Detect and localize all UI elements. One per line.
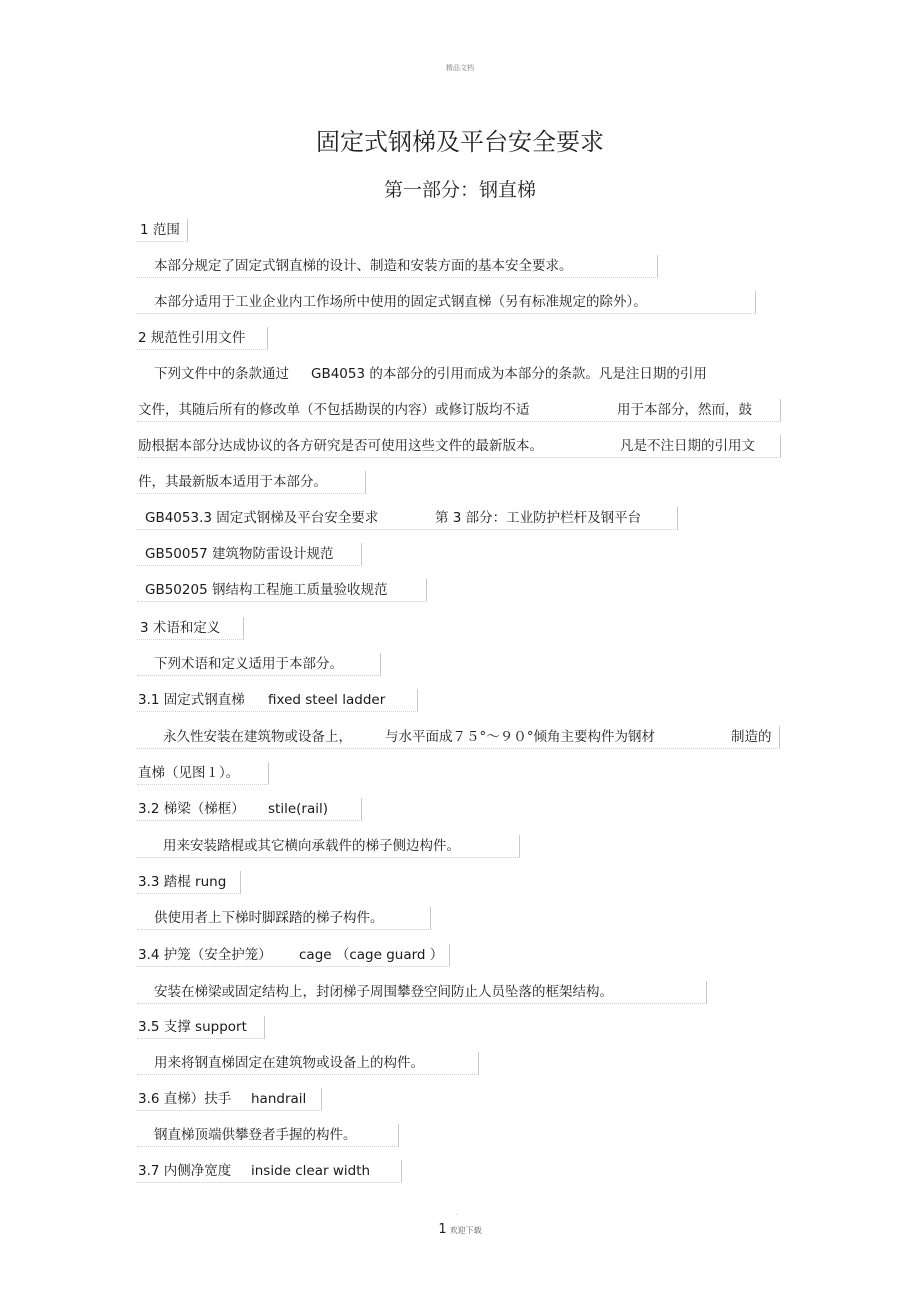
definition-3-2-text: 用来安装踏棍或其它横向承载件的梯子侧边构件。 <box>163 838 460 854</box>
document-subtitle: 第一部分：钢直梯 <box>383 179 536 201</box>
definition-3-6-english: handrail <box>251 1091 307 1107</box>
definition-3-1-text-b: 与水平面成７５°～９０°倾角主要构件为钢材 <box>385 729 655 745</box>
reference-1-code: GB4053.3 固定式钢梯及平台安全要求 <box>145 510 379 526</box>
definition-3-2-term: 3.2 梯梁（梯框） <box>138 801 245 817</box>
section-2-heading: 2 规范性引用文件 <box>138 330 246 346</box>
section-2-paragraph-4: 件，其最新版本适用于本部分。 <box>138 474 327 490</box>
section-1-paragraph-1: 本部分规定了固定式钢直梯的设计、制造和安装方面的基本安全要求。 <box>154 258 573 274</box>
definition-3-1-text-a: 永久性安装在建筑物或设备上， <box>163 729 352 745</box>
section-1-paragraph-2: 本部分适用于工业企业内工作场所中使用的固定式钢直梯（另有标准规定的除外）。 <box>154 294 647 310</box>
reference-2: GB50057 建筑物防雷设计规范 <box>145 546 334 562</box>
definition-3-1-term: 3.1 固定式钢直梯 <box>138 692 245 708</box>
section-2-paragraph-2b: 用于本部分，然而，鼓 <box>617 402 752 418</box>
definition-3-6-text: 钢直梯顶端供攀登者手握的构件。 <box>154 1127 357 1143</box>
definition-3-1-text-2: 直梯（见图１）。 <box>138 765 240 781</box>
definition-3-5-term: 3.5 支撑 support <box>138 1019 247 1035</box>
footer-mark: . <box>456 1210 458 1217</box>
definition-3-1-english: fixed steel ladder <box>268 692 386 708</box>
document-title: 固定式钢梯及平台安全要求 <box>316 128 604 156</box>
section-2-paragraph-1a: 下列文件中的条款通过 <box>154 366 289 382</box>
definition-3-3-text: 供使用者上下梯时脚踩踏的梯子构件。 <box>154 910 384 926</box>
definition-3-2-english: stile(rail) <box>268 801 328 817</box>
definition-3-7-term: 3.7 内侧净宽度 <box>138 1163 232 1179</box>
section-2-paragraph-3b: 凡是不注日期的引用文 <box>620 438 755 454</box>
footer-note: 欢迎下载 <box>449 1226 482 1235</box>
page-number: 1 <box>438 1222 447 1237</box>
definition-3-4-english: cage （cage guard ） <box>299 947 444 963</box>
section-3-heading: 3 术语和定义 <box>140 620 221 636</box>
definition-3-6-term: 3.6 直梯）扶手 <box>138 1091 232 1107</box>
definition-3-4-text: 安装在梯梁或固定结构上，封闭梯子周围攀登空间防止人员坠落的框架结构。 <box>154 984 613 1000</box>
section-2-paragraph-2a: 文件，其随后所有的修改单（不包括勘误的内容）或修订版均不适 <box>138 402 530 418</box>
section-2-paragraph-1b: GB4053 的本部分的引用而成为本部分的条款。凡是注日期的引用 <box>311 366 707 382</box>
definition-3-1-text-c: 制造的 <box>731 729 772 745</box>
reference-1-part: 第 3 部分：工业防护栏杆及钢平台 <box>435 510 642 526</box>
definition-3-7-english: inside clear width <box>251 1163 371 1179</box>
section-1-heading: 1 范围 <box>140 222 180 238</box>
page-footer <box>0 1222 920 1237</box>
definition-3-3-term: 3.3 踏棍 rung <box>138 874 227 890</box>
section-3-paragraph: 下列术语和定义适用于本部分。 <box>154 656 343 672</box>
definition-3-5-text: 用来将钢直梯固定在建筑物或设备上的构件。 <box>154 1055 424 1071</box>
reference-3: GB50205 钢结构工程施工质量验收规范 <box>145 582 388 598</box>
section-2-paragraph-3a: 励根据本部分达成协议的各方研究是否可使用这些文件的最新版本。 <box>138 438 543 454</box>
page-header: 精品文档 <box>446 64 474 72</box>
definition-3-4-term: 3.4 护笼（安全护笼） <box>138 947 272 963</box>
